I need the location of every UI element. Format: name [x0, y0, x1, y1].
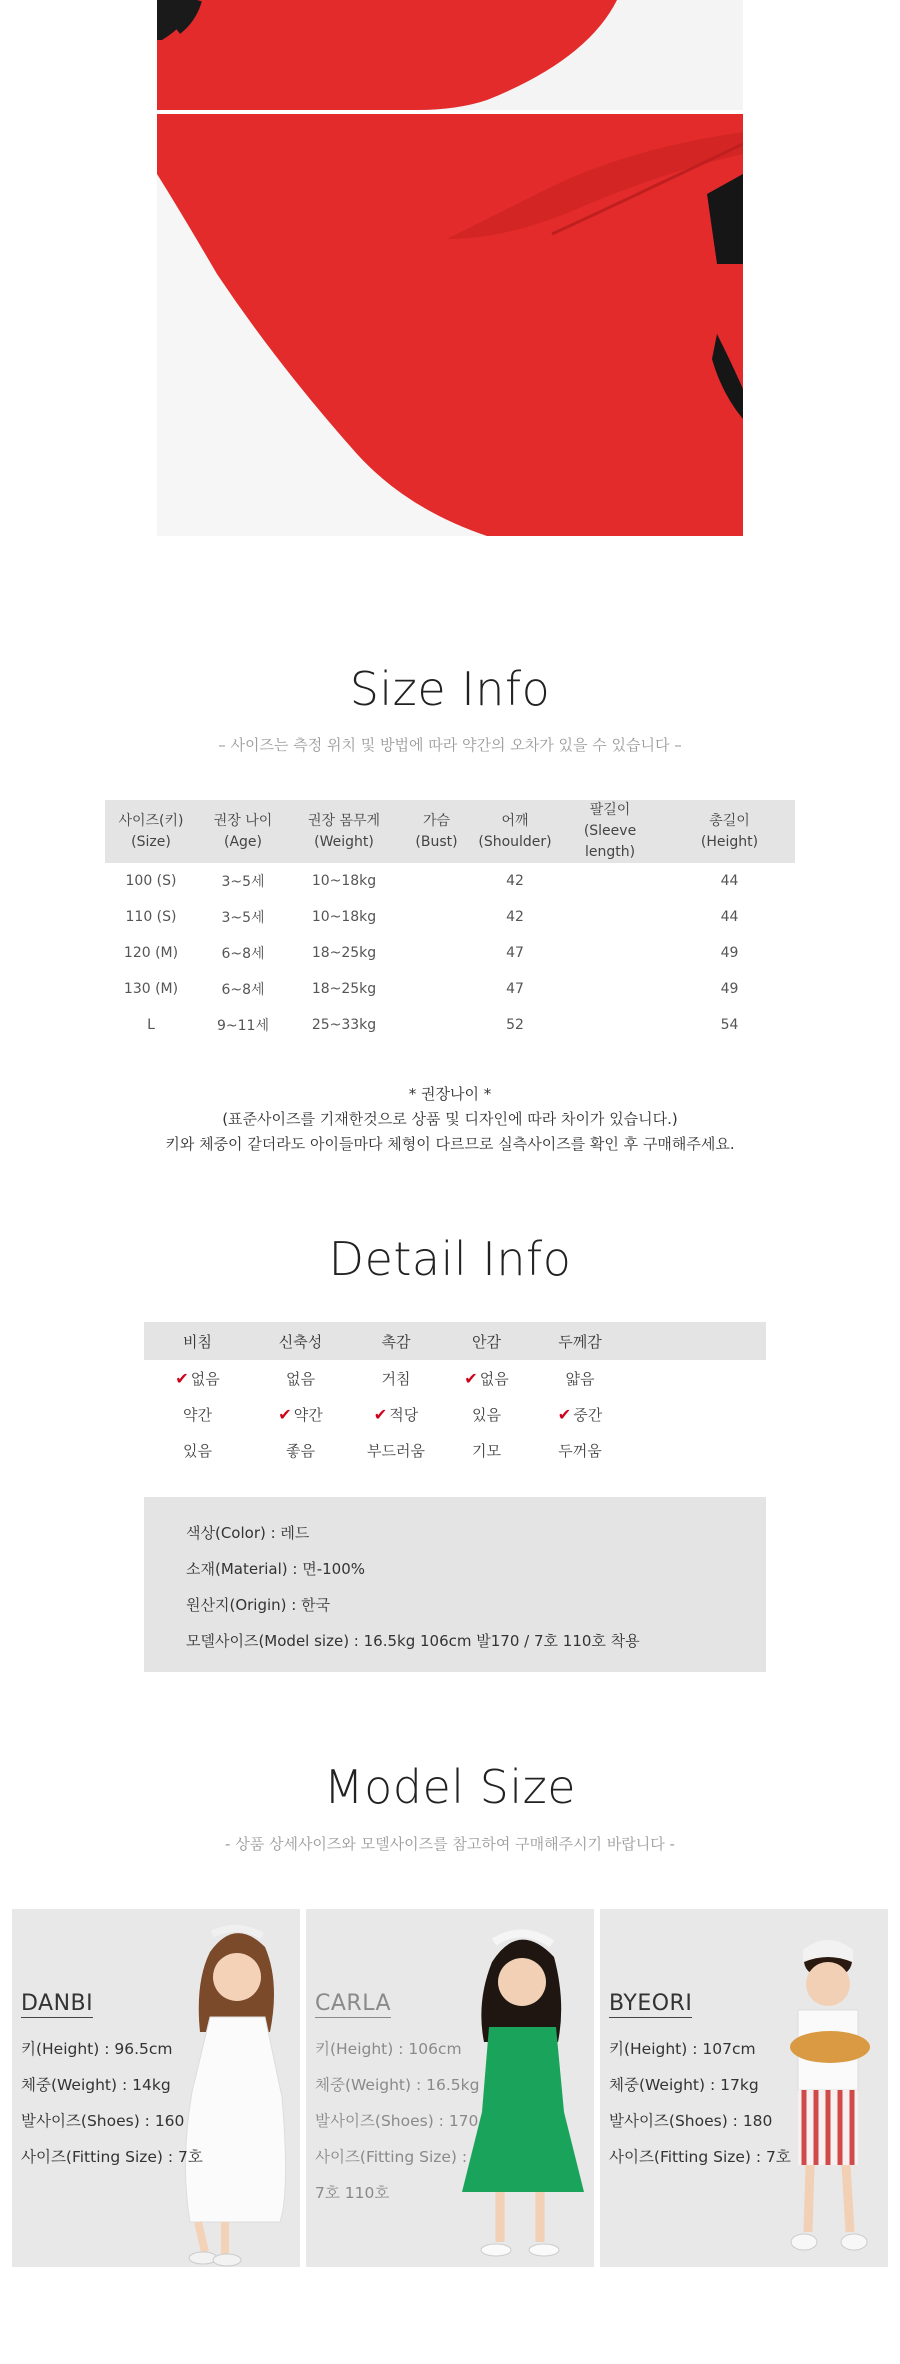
model-size-subtitle: - 상품 상세사이즈와 모델사이즈를 참고하여 구매해주시기 바랍니다 - — [225, 1835, 675, 1853]
detail-cell-label: 두꺼움 — [558, 1441, 602, 1460]
detail-cell — [350, 1396, 442, 1432]
checkmark-icon: ✔ — [373, 1404, 388, 1424]
model-card-byeori — [600, 1909, 888, 2267]
detail-cell — [629, 1432, 766, 1468]
detail-header-stretch: 신축성 — [278, 1332, 323, 1351]
spec-model-size: 모델사이즈(Model size) : 16.5kg 106cm 발170 / 7호 110호 착용 — [186, 1632, 640, 1650]
detail-cell-label: 있음 — [183, 1441, 212, 1460]
detail-cell-label: 중간 — [573, 1405, 603, 1424]
detail-header-lining: 안감 — [472, 1332, 501, 1351]
detail-info-title: Detail Info — [328, 1232, 572, 1286]
detail-cell — [350, 1360, 442, 1396]
table-row — [144, 1396, 766, 1432]
detail-cell-label: 기모 — [472, 1441, 501, 1460]
size-table-header — [105, 800, 795, 863]
detail-cell — [251, 1396, 350, 1432]
model-name: BYEORI — [609, 1991, 693, 2016]
spec-color: 색상(Color) : 레드 — [186, 1524, 310, 1542]
checkmark-icon: ✔ — [557, 1404, 572, 1424]
table-row: 130 (M) 6~8세 18~25kg 47 49 — [123, 981, 739, 998]
size-header-bust: 가슴 (Bust) — [415, 812, 458, 850]
table-row: L 9~11세 25~33kg 52 54 — [147, 1017, 739, 1034]
detail-cell — [442, 1360, 531, 1396]
size-table — [105, 800, 795, 1043]
size-header-shoulder: 어깨 (Shoulder) — [478, 812, 552, 850]
size-header-size: 사이즈(키) (Size) — [118, 812, 184, 850]
table-row: 100 (S) 3~5세 10~18kg 42 44 — [125, 873, 739, 890]
model-size-title: Model Size — [323, 1760, 577, 1814]
model-card-carla — [306, 1909, 594, 2267]
detail-cell — [251, 1432, 350, 1468]
detail-cell-label: 있음 — [472, 1405, 501, 1424]
checkmark-icon: ✔ — [175, 1368, 189, 1388]
detail-cell — [629, 1396, 766, 1432]
detail-cell — [251, 1360, 350, 1396]
size-header-weight: 권장 몸무게 (Weight) — [307, 812, 381, 850]
detail-cell — [442, 1396, 531, 1432]
detail-table — [144, 1322, 766, 1468]
table-row — [144, 1360, 766, 1396]
detail-cell-label: 없음 — [479, 1369, 509, 1388]
detail-cell — [350, 1432, 442, 1468]
model-card-danbi — [12, 1909, 300, 2267]
notes-line: (표준사이즈를 기재한것으로 상품 및 디자인에 따라 차이가 있습니다.) — [222, 1110, 678, 1128]
model-name: DANBI — [21, 1991, 94, 2016]
notes-line: 키와 체중이 같더라도 아이들마다 체형이 다르므로 실측사이즈를 확인 후 구매해주세요. — [165, 1135, 735, 1153]
checkmark-icon: ✔ — [278, 1404, 292, 1424]
detail-cell — [531, 1396, 629, 1432]
checkmark-icon: ✔ — [464, 1368, 478, 1388]
size-header-sleeve: 팔길이 (Sleeve length) — [583, 802, 637, 860]
detail-cell — [144, 1432, 251, 1468]
detail-cell — [144, 1360, 251, 1396]
detail-cell-label: 없음 — [286, 1369, 315, 1388]
detail-header-empty — [629, 1322, 766, 1360]
detail-header-texture: 촉감 — [381, 1332, 411, 1351]
detail-header-sheerness: 비침 — [183, 1332, 212, 1351]
product-photo-top — [157, 0, 743, 110]
detail-cell-label: 얇음 — [565, 1369, 595, 1388]
detail-cell — [144, 1396, 251, 1432]
detail-cell — [442, 1432, 531, 1468]
detail-cell — [531, 1432, 629, 1468]
detail-table-header — [144, 1322, 766, 1360]
size-header-height: 총길이 (Height) — [700, 812, 759, 850]
size-info-title: Size Info — [349, 662, 551, 716]
detail-cell-label: 좋음 — [286, 1441, 315, 1460]
spec-box — [144, 1497, 766, 1672]
notes-heading: * 권장나이 * — [408, 1085, 492, 1103]
spec-origin: 원산지(Origin) : 한국 — [186, 1596, 331, 1614]
table-row: 120 (M) 6~8세 18~25kg 47 49 — [123, 945, 739, 962]
model-info: 키(Height) : 96.5cm 체중(Weight) : 14kg 발사이즈(Shoes) : 160 사이즈(Fitting Size) : 7호 — [21, 2040, 203, 2166]
size-notes — [0, 1082, 900, 1157]
detail-cell-label: 적당 — [389, 1405, 419, 1424]
model-name: CARLA — [315, 1991, 392, 2016]
detail-cell-label: 약간 — [183, 1405, 212, 1424]
table-row: 110 (S) 3~5세 10~18kg 42 44 — [125, 909, 739, 926]
size-info-subtitle: – 사이즈는 측정 위치 및 방법에 따라 약간의 오차가 있을 수 있습니다 – — [218, 736, 682, 754]
detail-cell — [531, 1360, 629, 1396]
product-photo-detail — [157, 114, 743, 536]
model-info: 키(Height) : 106cm 체중(Weight) : 16.5kg 발사이즈(Shoes) : 170 사이즈(Fitting Size) : 7호 110호 — [315, 2040, 480, 2202]
table-row — [144, 1432, 766, 1468]
spec-material: 소재(Material) : 면-100% — [186, 1560, 365, 1578]
detail-cell-label: 약간 — [293, 1405, 323, 1424]
detail-cell-label: 거침 — [381, 1369, 411, 1388]
size-header-age: 권장 나이 (Age) — [213, 812, 273, 850]
model-info: 키(Height) : 107cm 체중(Weight) : 17kg 발사이즈(Shoes) : 180 사이즈(Fitting Size) : 7호 — [609, 2040, 791, 2166]
detail-header-thickness: 두께감 — [558, 1332, 602, 1351]
detail-cell-label: 부드러움 — [367, 1441, 425, 1460]
detail-cell-label: 없음 — [190, 1369, 220, 1388]
detail-cell — [629, 1360, 766, 1396]
